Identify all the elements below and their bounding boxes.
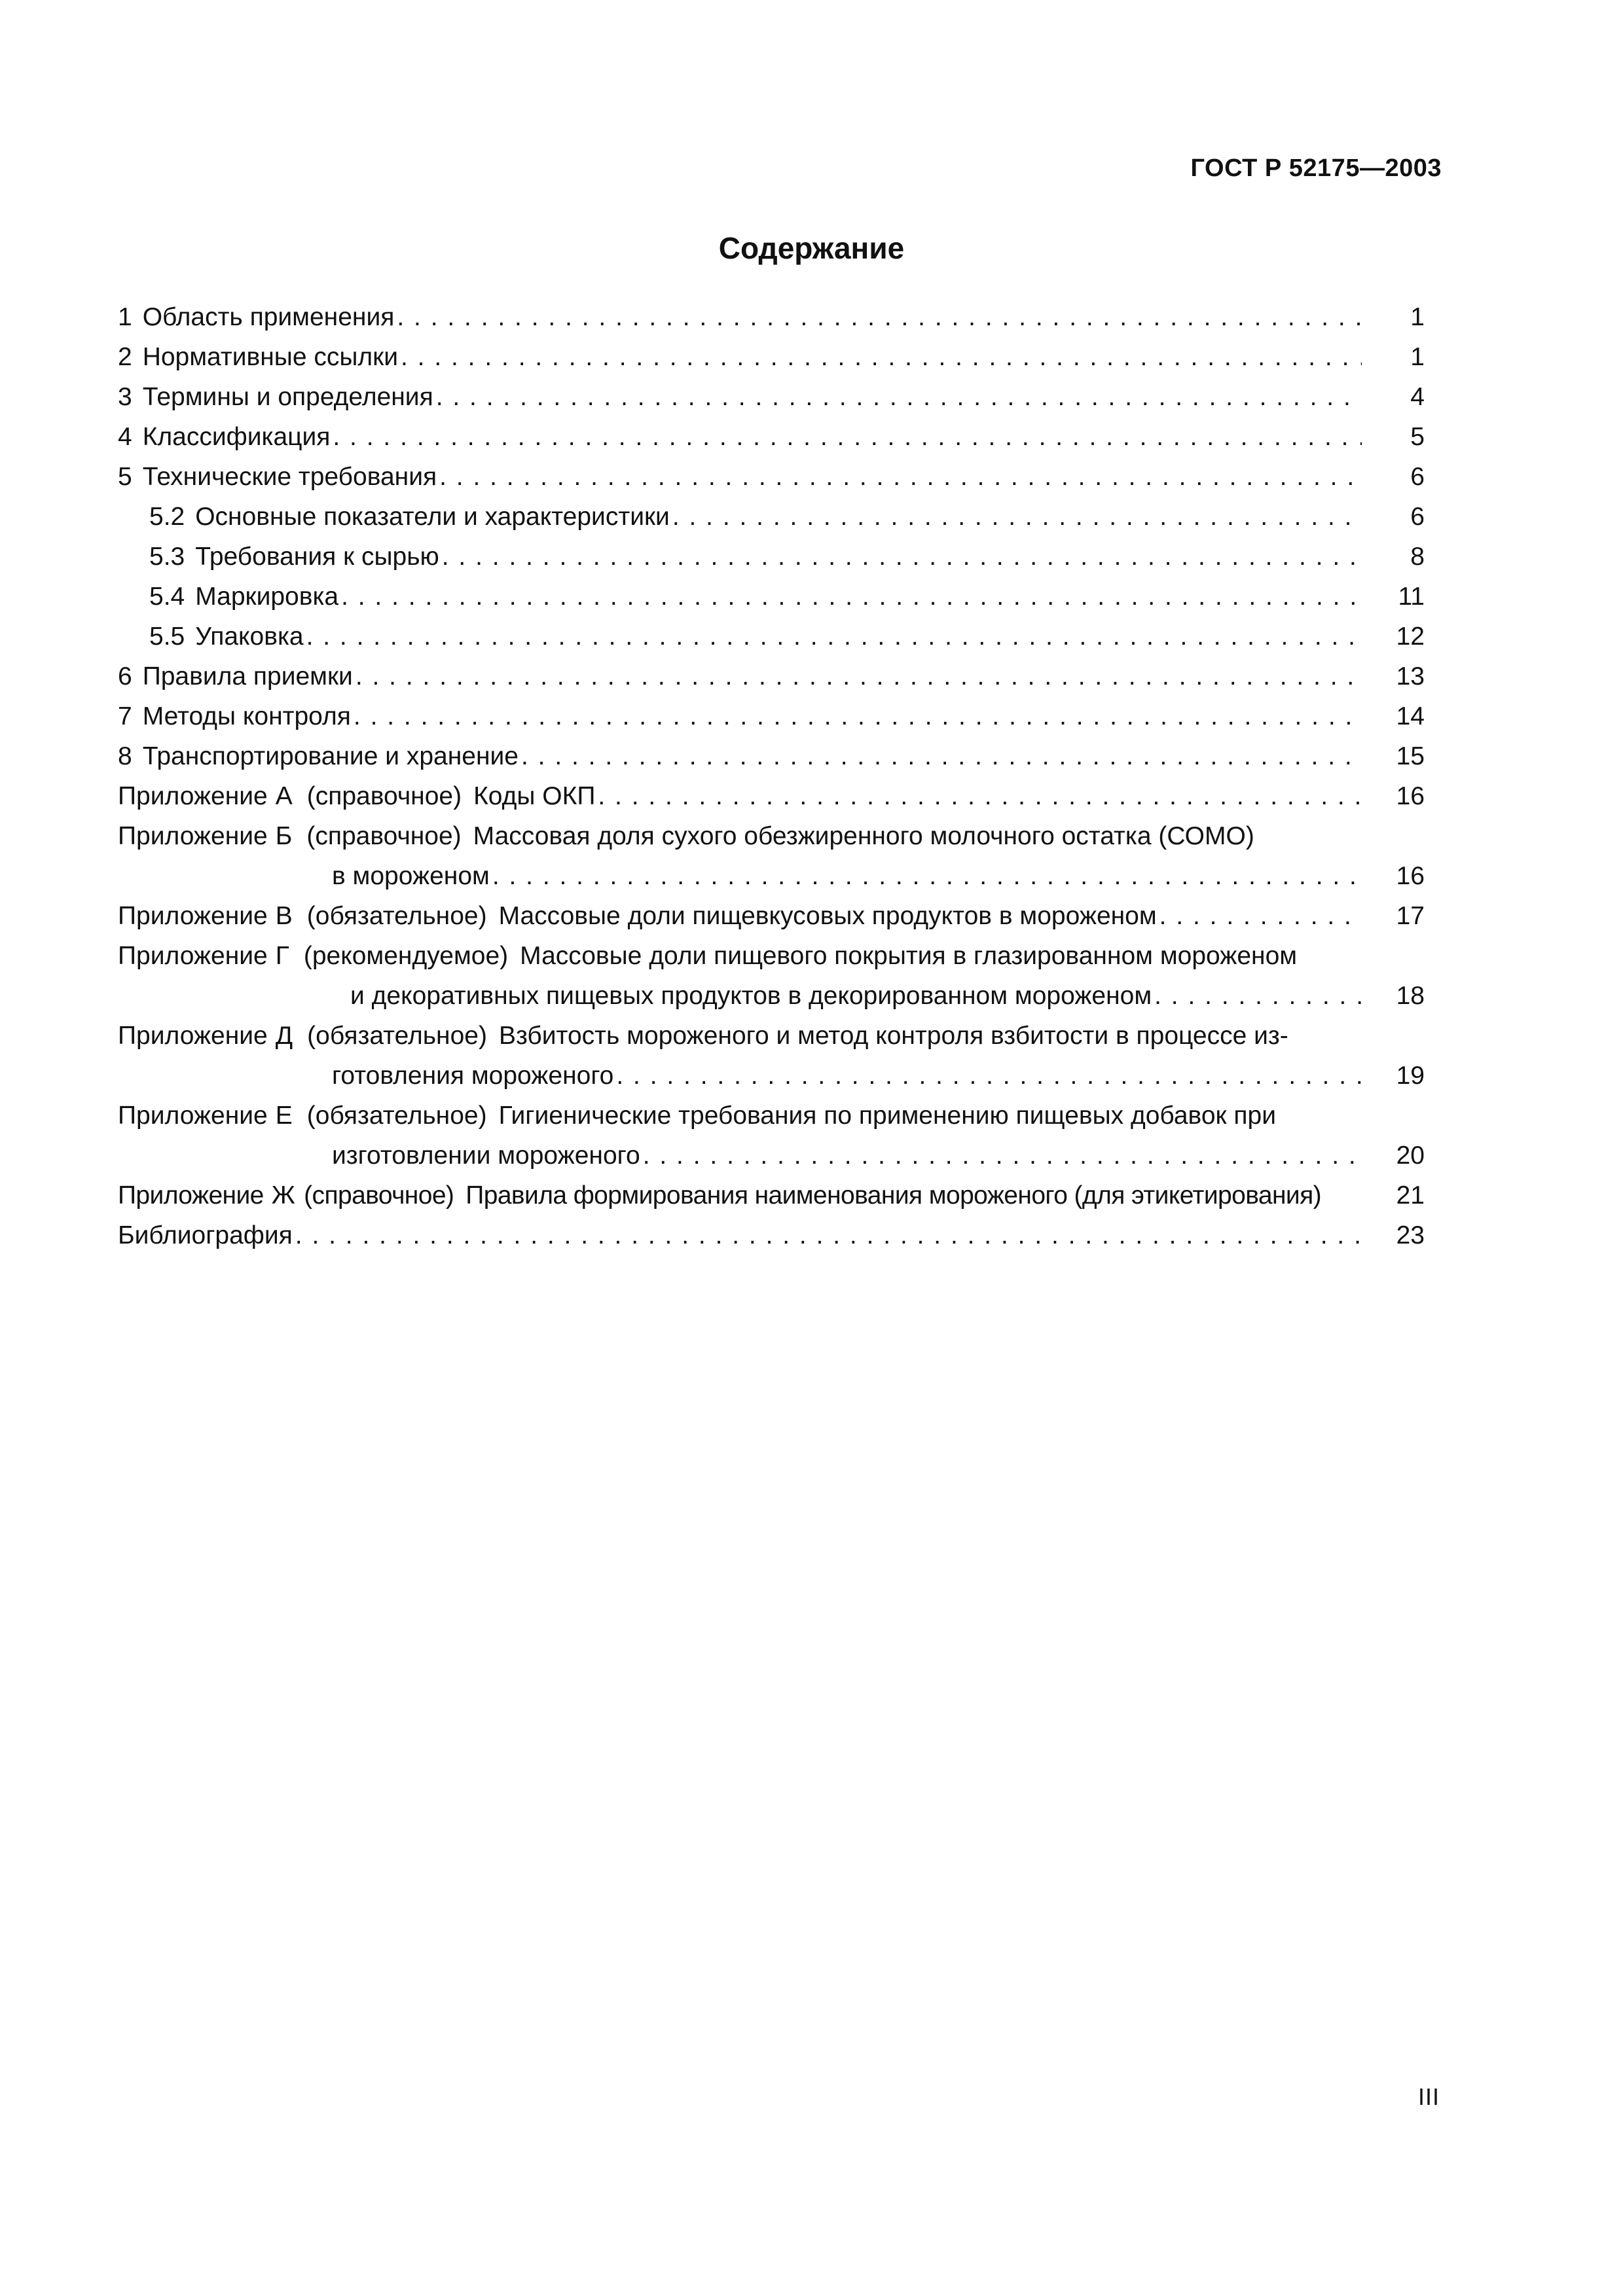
toc-entry-3[interactable]: [118, 377, 1425, 417]
annex-label: Приложение: [118, 1181, 264, 1210]
dot-leader: [341, 577, 1362, 617]
toc-annex-e-continuation[interactable]: [118, 1136, 1425, 1175]
toc-entry-4[interactable]: [118, 417, 1425, 457]
toc-entry-page: 1: [1410, 343, 1425, 371]
annex-title: Правила формирования наименования мороженого (для этикетирования): [465, 1181, 1321, 1210]
toc-entry-page: 14: [1396, 702, 1425, 730]
toc-entry-number: 5.2: [149, 503, 185, 531]
toc-entry-number: 4: [118, 423, 132, 451]
toc-entry-page: 11: [1398, 583, 1425, 611]
toc-entry-page: 6: [1410, 503, 1425, 531]
toc-entry-number: 5.3: [149, 543, 185, 571]
dot-leader: [306, 617, 1362, 656]
annex-title: Массовые доли пищевкусовых продуктов в мороженом: [498, 902, 1157, 930]
annex-letter: Д: [275, 1022, 293, 1050]
toc-entry-number: 2: [118, 343, 132, 371]
toc-entry-number: 5: [118, 463, 132, 491]
annex-kind: (справочное): [306, 822, 462, 850]
toc-entry-page: 19: [1396, 1062, 1425, 1090]
toc-entry-page: 12: [1396, 622, 1425, 651]
toc-annex-b[interactable]: [118, 816, 1425, 856]
dot-leader: [1159, 896, 1362, 936]
toc-entry-page: 17: [1396, 902, 1425, 930]
annex-title: Массовая доля сухого обезжиренного молочного остатка (СОМО): [473, 822, 1254, 850]
annex-kind: (обязательное): [306, 902, 487, 930]
dot-leader: [439, 457, 1362, 497]
toc-entry-title: Транспортирование и хранение: [142, 742, 519, 770]
toc-entry-title: Маркировка: [195, 583, 339, 611]
annex-label: Приложение: [118, 782, 268, 810]
toc-entry-number: 8: [118, 742, 132, 770]
page-number: III: [1417, 2083, 1440, 2110]
annex-letter: Ж: [271, 1181, 295, 1210]
annex-title: Коды ОКП: [473, 782, 596, 810]
toc-entry-page: 16: [1396, 862, 1425, 890]
toc-entry-number: 3: [118, 383, 132, 411]
toc-entry-title: Технические требования: [142, 463, 437, 491]
annex-title-continuation: и декоративных пищевых продуктов в декорированном мороженом: [350, 982, 1152, 1010]
annex-letter: В: [275, 902, 293, 930]
toc-entry-title: Методы контроля: [142, 702, 351, 730]
annex-title: Взбитость мороженого и метод контроля взбитости в процессе из-: [498, 1022, 1288, 1050]
annex-letter: Е: [275, 1102, 293, 1130]
annex-label: Приложение: [118, 942, 268, 970]
toc-annex-d-continuation[interactable]: [118, 1056, 1425, 1096]
toc-title: Содержание: [718, 231, 905, 265]
toc-annex-zh[interactable]: [118, 1175, 1425, 1215]
dot-leader: [492, 856, 1362, 896]
toc-entry-1[interactable]: [118, 297, 1425, 337]
annex-label: Приложение: [118, 1022, 268, 1050]
toc-entry-title: Термины и определения: [142, 383, 433, 411]
toc-entry-5-2[interactable]: [118, 497, 1425, 537]
toc-entry-page: 18: [1396, 982, 1425, 1010]
table-of-contents: [118, 297, 1425, 1255]
toc-entry-page: 13: [1396, 662, 1425, 691]
dot-leader: [436, 377, 1362, 417]
dot-leader: [397, 297, 1362, 337]
annex-title-continuation: в мороженом: [332, 862, 490, 890]
toc-entry-page: 1: [1410, 303, 1425, 331]
toc-entry-page: 16: [1396, 782, 1425, 810]
annex-letter: А: [275, 782, 293, 810]
toc-entry-number: 5.4: [149, 583, 185, 611]
toc-entry-title: Область применения: [142, 303, 395, 331]
toc-annex-g[interactable]: [118, 936, 1425, 976]
annex-label: Приложение: [118, 1102, 268, 1130]
dot-leader: [643, 1136, 1362, 1175]
toc-annex-v[interactable]: [118, 896, 1425, 936]
toc-entry-number: 6: [118, 662, 132, 691]
annex-letter: Г: [275, 942, 289, 970]
dot-leader: [356, 656, 1362, 696]
annex-letter: Б: [275, 822, 293, 850]
toc-entry-number: 5.5: [149, 622, 185, 651]
toc-annex-d[interactable]: [118, 1016, 1425, 1056]
toc-annex-g-continuation[interactable]: [118, 976, 1425, 1016]
annex-kind: (обязательное): [307, 1022, 487, 1050]
dot-leader: [521, 736, 1362, 776]
annex-label: Приложение: [118, 902, 268, 930]
document-code: ГОСТ Р 52175—2003: [1190, 154, 1442, 182]
annex-kind: (рекомендуемое): [303, 942, 509, 970]
toc-entry-5[interactable]: [118, 457, 1425, 497]
annex-title-continuation: готовления мороженого: [332, 1062, 614, 1090]
dot-leader: [1154, 976, 1362, 1016]
dot-leader: [295, 1215, 1362, 1255]
dot-leader: [598, 776, 1362, 816]
annex-label: Приложение: [118, 822, 268, 850]
annex-title-continuation: изготовлении мороженого: [332, 1141, 640, 1170]
toc-entry-number: 1: [118, 303, 132, 331]
toc-entry-2[interactable]: [118, 337, 1425, 377]
toc-entry-page: 15: [1396, 742, 1425, 770]
toc-entry-7[interactable]: [118, 696, 1425, 736]
dot-leader: [616, 1056, 1362, 1096]
toc-entry-5-3[interactable]: [118, 537, 1425, 577]
toc-entry-6[interactable]: [118, 656, 1425, 696]
annex-title: Массовые доли пищевого покрытия в глазированном мороженом: [520, 942, 1298, 970]
annex-title: Гигиенические требования по применению пищевых добавок при: [498, 1102, 1277, 1130]
toc-entry-page: 21: [1396, 1181, 1425, 1210]
toc-annex-a[interactable]: [118, 776, 1425, 816]
dot-leader: [333, 417, 1362, 457]
toc-annex-b-continuation[interactable]: [118, 856, 1425, 896]
toc-entry-page: 6: [1410, 463, 1425, 491]
toc-entry-title: Нормативные ссылки: [142, 343, 398, 371]
dot-leader: [401, 337, 1362, 377]
toc-annex-e[interactable]: [118, 1096, 1425, 1136]
toc-entry-page: 8: [1410, 543, 1425, 571]
toc-entry-page: 4: [1410, 383, 1425, 411]
toc-entry-page: 23: [1396, 1221, 1425, 1249]
dot-leader: [442, 537, 1362, 577]
annex-kind: (справочное): [306, 782, 462, 810]
toc-entry-title: Классификация: [142, 423, 331, 451]
dot-leader: [672, 497, 1362, 537]
dot-leader: [354, 696, 1362, 736]
toc-entry-5-5[interactable]: [118, 617, 1425, 656]
toc-entry-page: 20: [1396, 1141, 1425, 1170]
toc-entry-page: 5: [1410, 423, 1425, 451]
annex-kind: (справочное): [304, 1181, 454, 1210]
toc-entry-title: Основные показатели и характеристики: [195, 503, 670, 531]
toc-entry-5-4[interactable]: [118, 577, 1425, 617]
toc-entry-title: Требования к сырью: [195, 543, 439, 571]
toc-bibliography[interactable]: [118, 1215, 1425, 1255]
toc-entry-title: Упаковка: [195, 622, 304, 651]
toc-entry-title: Правила приемки: [142, 662, 353, 691]
toc-entry-8[interactable]: [118, 736, 1425, 776]
toc-entry-title: Библиография: [118, 1221, 293, 1249]
annex-kind: (обязательное): [306, 1102, 487, 1130]
toc-entry-number: 7: [118, 702, 132, 730]
